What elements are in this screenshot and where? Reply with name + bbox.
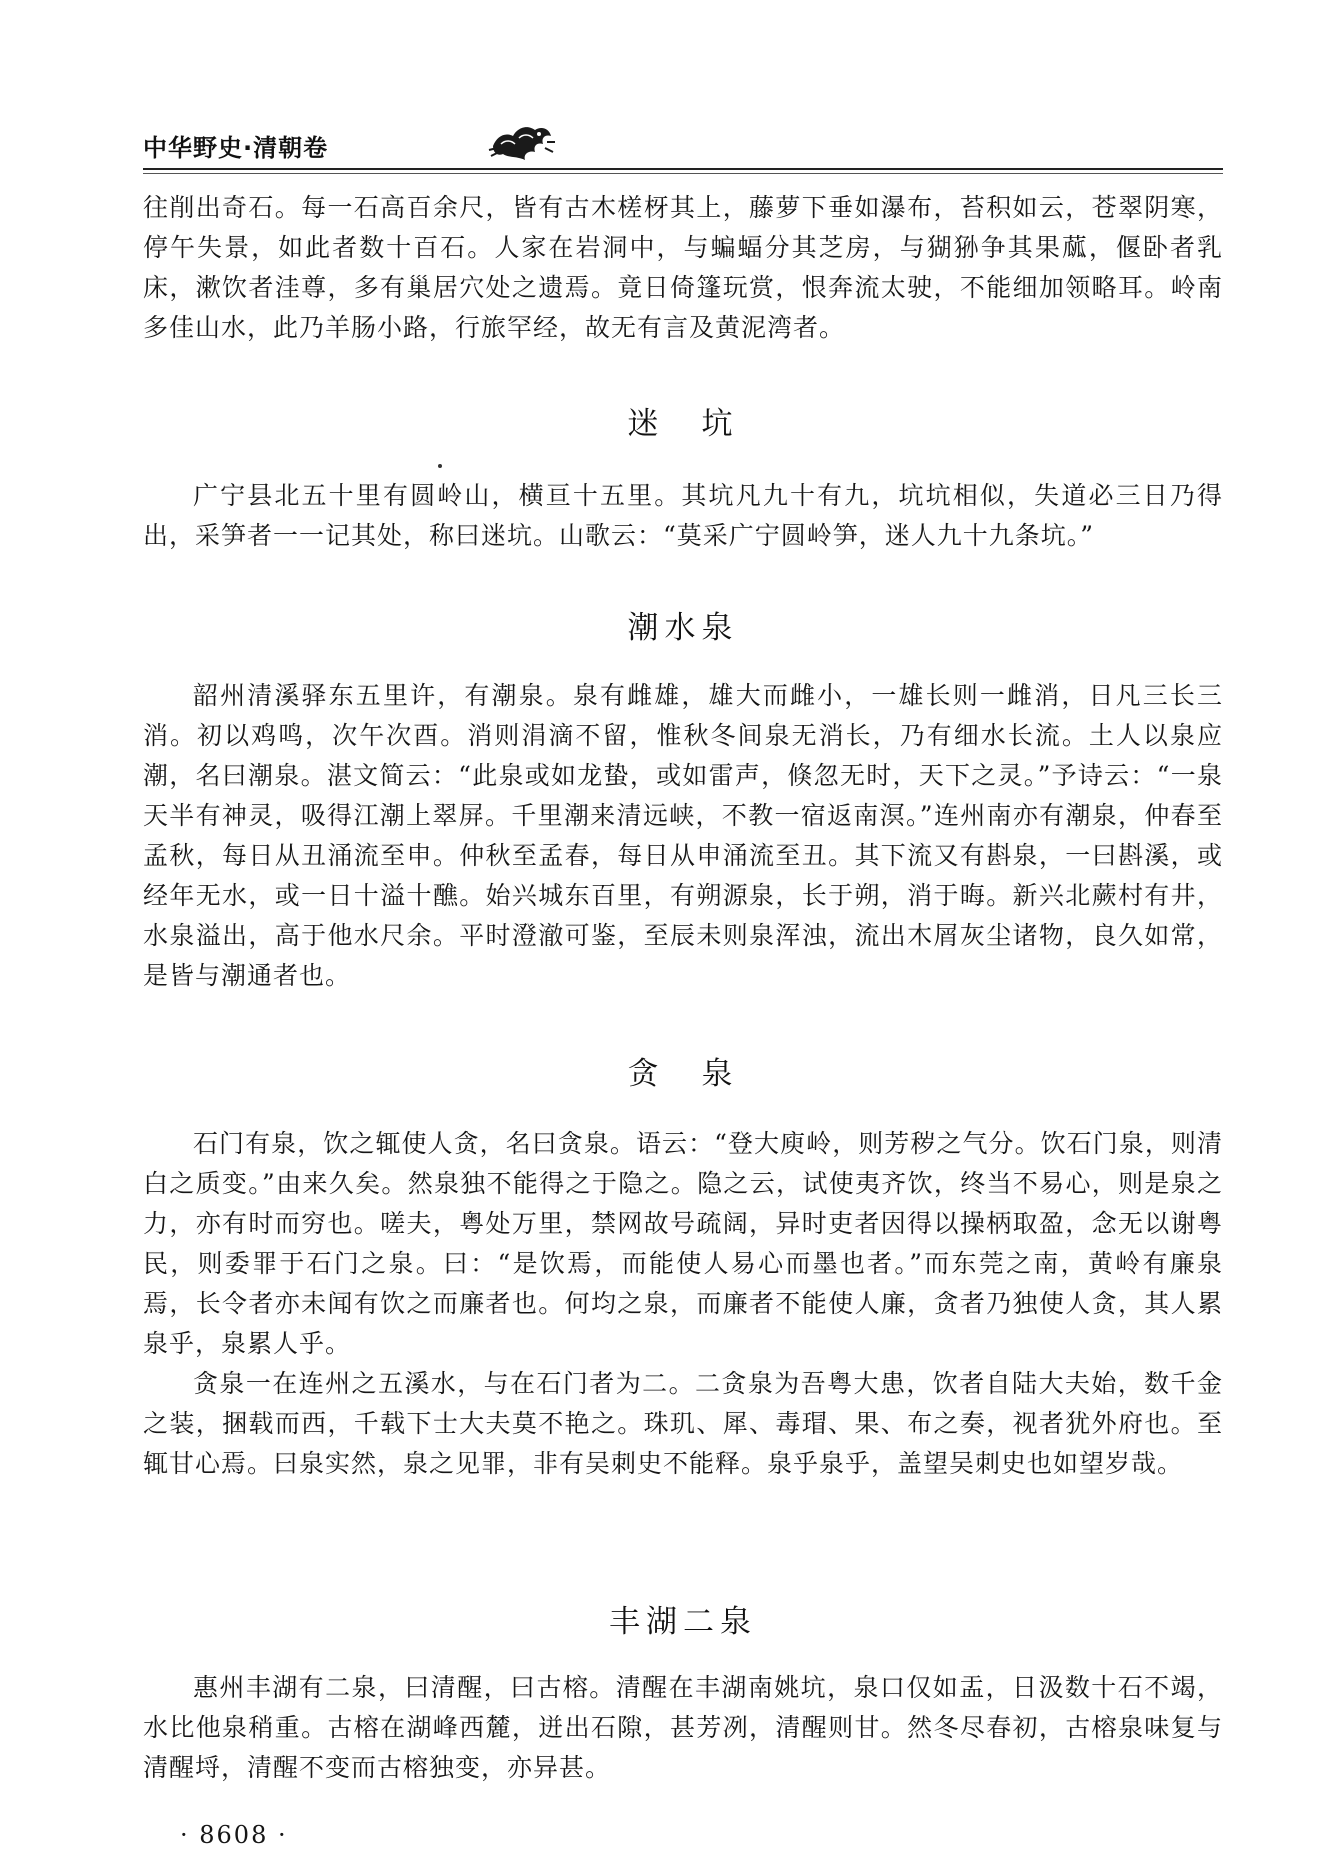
print-speck [438, 464, 442, 468]
section-title-tanquan: 贪 泉 [627, 1056, 739, 1092]
paragraph: 惠州丰湖有二泉，曰清醒，曰古榕。清醒在丰湖南姚坑，泉口仅如盂，日汲数十石不竭，水比他泉稍重。古榕在湖峰西麓，迸出石隙，甚芳冽，清醒则甘。然冬尽春初，古榕泉味复与清醒埒，清醒不变而古榕独变，亦异甚。 [143, 1673, 1223, 1782]
paragraph: 广宁县北五十里有圆岭山，横亘十五里。其坑凡九十有九，坑坑相似，失道必三日乃得出，采笋者一一记其处，称曰迷坑。山歌云：“莫采广宁圆岭笋，迷人九十九条坑。” [143, 481, 1223, 550]
dragon-logo-icon [487, 116, 557, 164]
section-title-chaoshuiquan: 潮水泉 [627, 610, 739, 646]
header-rule [143, 168, 1223, 170]
section-body-tanquan [143, 1124, 1223, 1484]
intro-continuation [143, 188, 1223, 348]
paragraph: 韶州清溪驿东五里许，有潮泉。泉有雌雄，雄大而雌小，一雄长则一雌消，日凡三长三消。初以鸡鸣，次午次酉。消则涓滴不留，惟秋冬间泉无消长，乃有细水长流。土人以泉应潮，名曰潮泉。湛文简云：“此泉或如龙蛰，或如雷声，倏忽无时，天下之灵。”予诗云：“一泉天半有神灵，吸得江潮上翠屏。千里潮来清远峡，不教一宿返南溟。”连州南亦有潮泉，仲春至孟秋，每日从丑涌流至申。仲秋至孟春，每日从申涌流至丑。其下流又有斟泉，一曰斟溪，或经年无水，或一日十溢十醮。始兴城东百里，有朔源泉，长于朔，消于晦。新兴北蕨村有井，水泉溢出，高于他水尺余。平时澄澈可鉴，至辰未则泉浑浊，流出木屑灰尘诸物，良久如常，是皆与潮通者也。 [143, 681, 1223, 990]
paragraph: 石门有泉，饮之辄使人贪，名曰贪泉。语云：“登大庾岭，则芳秽之气分。饮石门泉，则清白之质变。”由来久矣。然泉独不能得之于隐之。隐之云，试使夷齐饮，终当不易心，则是泉之力，亦有时而穷也。嗟夫，粤处万里，禁网故号疏阔，异时吏者因得以操柄取盈，念无以谢粤民，则委罪于石门之泉。曰：“是饮焉，而能使人易心而墨也者。”而东莞之南，黄岭有廉泉焉，长令者亦未闻有饮之而廉者也。何均之泉，而廉者不能使人廉，贪者乃独使人贪，其人累泉乎，泉累人乎。 [143, 1129, 1223, 1358]
running-head-title: 中华野史·清朝卷 [143, 134, 329, 162]
section-body-fenghuerquan [143, 1668, 1223, 1788]
page-number: · 8608 · [180, 1821, 288, 1849]
section-title-fenghuerquan: 丰湖二泉 [609, 1604, 757, 1640]
running-head [143, 128, 1223, 168]
header-rule-thin [143, 173, 1223, 174]
paragraph: 贪泉一在连州之五溪水，与在石门者为二。二贪泉为吾粤大患，饮者自陆大夫始，数千金之装，捆载而西，千载下士大夫莫不艳之。珠玑、犀、毒瑁、果、布之奏，视者犹外府也。至辄甘心焉。曰泉实然，泉之见罪，非有吴刺史不能释。泉乎泉乎，盖望吴刺史也如望岁哉。 [143, 1369, 1223, 1478]
paragraph: 往削出奇石。每一石高百余尺，皆有古木槎枒其上，藤萝下垂如瀑布，苔积如云，苍翠阴寒，停午失景，如此者数十百石。人家在岩洞中，与蝙蝠分其芝房，与猢狲争其果蓏，偃卧者乳床，漱饮者洼尊，多有巢居穴处之遗焉。竟日倚篷玩赏，恨奔流太驶，不能细加领略耳。岭南多佳山水，此乃羊肠小路，行旅罕经，故无有言及黄泥湾者。 [143, 193, 1223, 342]
section-body-mikeng [143, 476, 1223, 556]
section-title-mikeng: 迷 坑 [627, 406, 739, 442]
section-body-chaoshuiquan [143, 676, 1223, 996]
